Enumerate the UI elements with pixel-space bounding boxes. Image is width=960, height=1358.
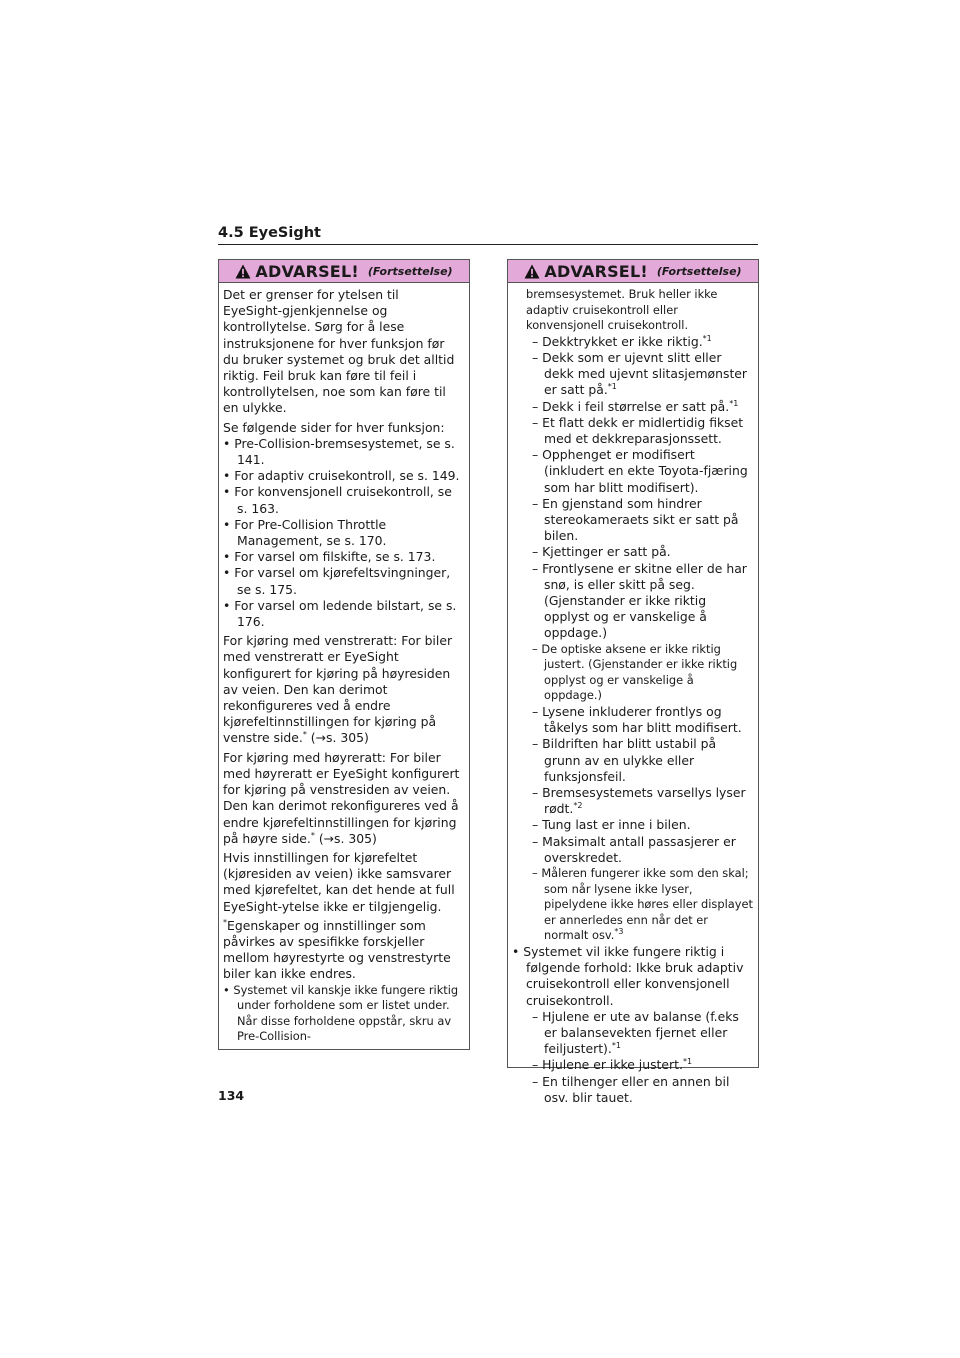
dash-item — [526, 544, 754, 560]
warning-box-left — [218, 259, 470, 1050]
dash-item-text: De optiske aksene er ikke riktig justert. (Gjenstander er ikke riktig opplyst og er vanskelige å oppdage.) — [541, 641, 738, 703]
dash-item-text: Opphenget er modifisert (inkludert en ekte Toyota-fjæring som har blitt modifisert). — [542, 447, 748, 495]
warning-title: ADVARSEL! — [544, 261, 648, 281]
warning-continued: (Fortsettelse) — [656, 264, 742, 278]
list-item: • Systemet vil ikke fungere riktig i følgende forhold: Ikke bruk adaptiv cruisekontroll eller konvensjonell cruisekontroll. — [512, 944, 754, 1009]
paragraph — [223, 633, 461, 746]
dash-item — [526, 817, 754, 833]
dash-item-text: Dekk som er ujevnt slitt eller dekk med ujevnt slitasjemønster er satt på. — [542, 349, 748, 398]
section-header: 4.5 EyeSight — [218, 224, 758, 245]
dash-item — [526, 496, 754, 545]
dash-list — [512, 334, 754, 944]
list-item: • Systemet vil kanskje ikke fungere riktig under forholdene som er listet under. Når disse forholdene oppstår, skru av Pre-Collision- — [223, 983, 461, 1045]
paragraph: Det er grenser for ytelsen til EyeSight-gjenkjennelse og kontrollytelse. Sørg for å lese instruksjonene for hver funksjon før du bruker systemet og bruk det alltid riktig. Feil bruk kan føre til feil i kontrollytelsen, noe som kan føre til en ulykke. — [223, 287, 455, 416]
footnote-text: Egenskaper og innstillinger som påvirkes av spesifikke forskjeller mellom høyrestyrte og venstrestyrte biler kan ikke endres. — [223, 917, 451, 982]
footnote-ref: * — [302, 730, 307, 740]
footnote-ref: *1 — [611, 1041, 621, 1051]
list-item: • For varsel om filskifte, se s. 173. — [223, 549, 461, 565]
footnote-mark: * — [223, 917, 227, 927]
dash-item-text: Dekk i feil størrelse er satt på. — [542, 398, 730, 414]
dash-item-text: Lysene inkluderer frontlys og tåkelys som har blitt modifisert. — [542, 704, 742, 736]
dash-item — [526, 561, 754, 642]
dash-item-text: Hjulene er ute av balanse (f.eks er balansevekten fjernet eller feiljustert). — [542, 1008, 739, 1057]
warning-box-right — [507, 259, 759, 1105]
footnote-ref: *1 — [729, 398, 739, 408]
warning-body — [219, 283, 469, 1055]
dash-list — [512, 1009, 754, 1106]
page-ref: (→s. 305) — [306, 730, 369, 746]
list-item: • For adaptiv cruisekontroll, se s. 149. — [223, 468, 461, 484]
dash-item — [526, 834, 754, 866]
dash-item — [526, 334, 754, 350]
dash-item — [526, 415, 754, 447]
dash-item-text: En tilhenger eller en annen bil osv. blir tauet. — [542, 1073, 730, 1105]
dash-item — [526, 704, 754, 736]
dash-item — [526, 399, 754, 415]
dash-item — [526, 1009, 754, 1058]
dash-item-text: Bremsesystemets varsellys lyser rødt. — [542, 785, 746, 817]
paragraph-text: For kjøring med høyreratt: For biler med høyreratt er EyeSight konfigurert for kjøring på venstresiden av veien. Den kan derimot rekonfigureres ved å endre kjørefeltinnstillingen for kjøring på høyre side. — [223, 749, 460, 846]
dash-item — [526, 785, 754, 817]
dash-item-text: Bildriften har blitt ustabil på grunn av en ulykke eller funksjonsfeil. — [542, 736, 717, 784]
warning-body — [508, 283, 758, 1116]
paragraph-text: For kjøring med venstreratt: For biler med venstreratt er EyeSight konfigurert for kjøring på høyresiden av veien. Den kan derimot rekonfigureres ved å endre kjørefeltinnstillingen for kjøring på venstre side. — [223, 633, 453, 746]
footnote-ref: *3 — [614, 927, 624, 937]
warning-icon — [524, 264, 540, 279]
dash-item — [526, 350, 754, 399]
paragraph: Hvis innstillingen for kjørefeltet (kjøresiden av veien) ikke samsvarer med kjørefeltet, kan det hende at full EyeSight-ytelse ikke er tilgjengelig. — [223, 849, 455, 914]
list-item: • For Pre-Collision Throttle Management, se s. 170. — [223, 517, 461, 549]
warning-continued: (Fortsettelse) — [367, 264, 453, 278]
dash-item-text: Kjettinger er satt på. — [542, 544, 671, 560]
list-item: • For konvensjonell cruisekontroll, se s. 163. — [223, 484, 461, 516]
warning-icon — [235, 264, 251, 279]
footnote — [223, 918, 461, 983]
dash-item-text: Et flatt dekk er midlertidig fikset med et dekkreparasjonssett. — [542, 414, 744, 446]
page-number: 134 — [218, 1088, 245, 1103]
paragraph: Se følgende sider for hver funksjon: — [223, 419, 445, 435]
dash-item — [526, 1074, 754, 1106]
paragraph — [223, 750, 461, 847]
dash-item-text: Hjulene er ikke justert. — [542, 1057, 683, 1073]
dash-item-text: Maksimalt antall passasjerer er overskredet. — [542, 833, 736, 865]
footnote-ref: * — [310, 830, 315, 840]
dash-item — [526, 1057, 754, 1073]
footnote-ref: *1 — [682, 1057, 693, 1067]
warning-title: ADVARSEL! — [255, 261, 359, 281]
page-ref: (→s. 305) — [314, 830, 377, 846]
dash-item — [526, 736, 754, 785]
dash-item — [526, 447, 754, 496]
footnote-ref: *2 — [573, 801, 583, 811]
list-item: • Pre-Collision-bremsesystemet, se s. 141. — [223, 436, 461, 468]
dash-item — [526, 642, 754, 704]
footnote-ref: *1 — [607, 382, 617, 392]
warning-header — [219, 260, 469, 283]
dash-item-text: En gjenstand som hindrer stereokameraets sikt er satt på bilen. — [542, 495, 739, 544]
dash-item-text: Måleren fungerer ikke som den skal; som når lysene ikke lyser, pipelydene ikke høres eller displayet er annerledes enn når det er normalt osv. — [541, 866, 753, 943]
continued-text: bremsesystemet. Bruk heller ikke adaptiv cruisekontroll eller konvensjonell cruisekontroll. — [526, 287, 718, 333]
footnote-ref: *1 — [702, 333, 712, 343]
dash-item — [526, 866, 754, 944]
dash-item-text: Tung last er inne i bilen. — [542, 817, 691, 833]
dash-item-text: Frontlysene er skitne eller de har snø, is eller skitt på seg. (Gjenstander er ikke riktig opplyst og er vanskelige å oppdage.) — [542, 560, 747, 641]
dash-item-text: Dekktrykket er ikke riktig. — [542, 333, 703, 349]
list-item: • For varsel om ledende bilstart, se s. 176. — [223, 598, 461, 630]
warning-header — [508, 260, 758, 283]
list-item: • For varsel om kjørefeltsvingninger, se s. 175. — [223, 565, 461, 597]
